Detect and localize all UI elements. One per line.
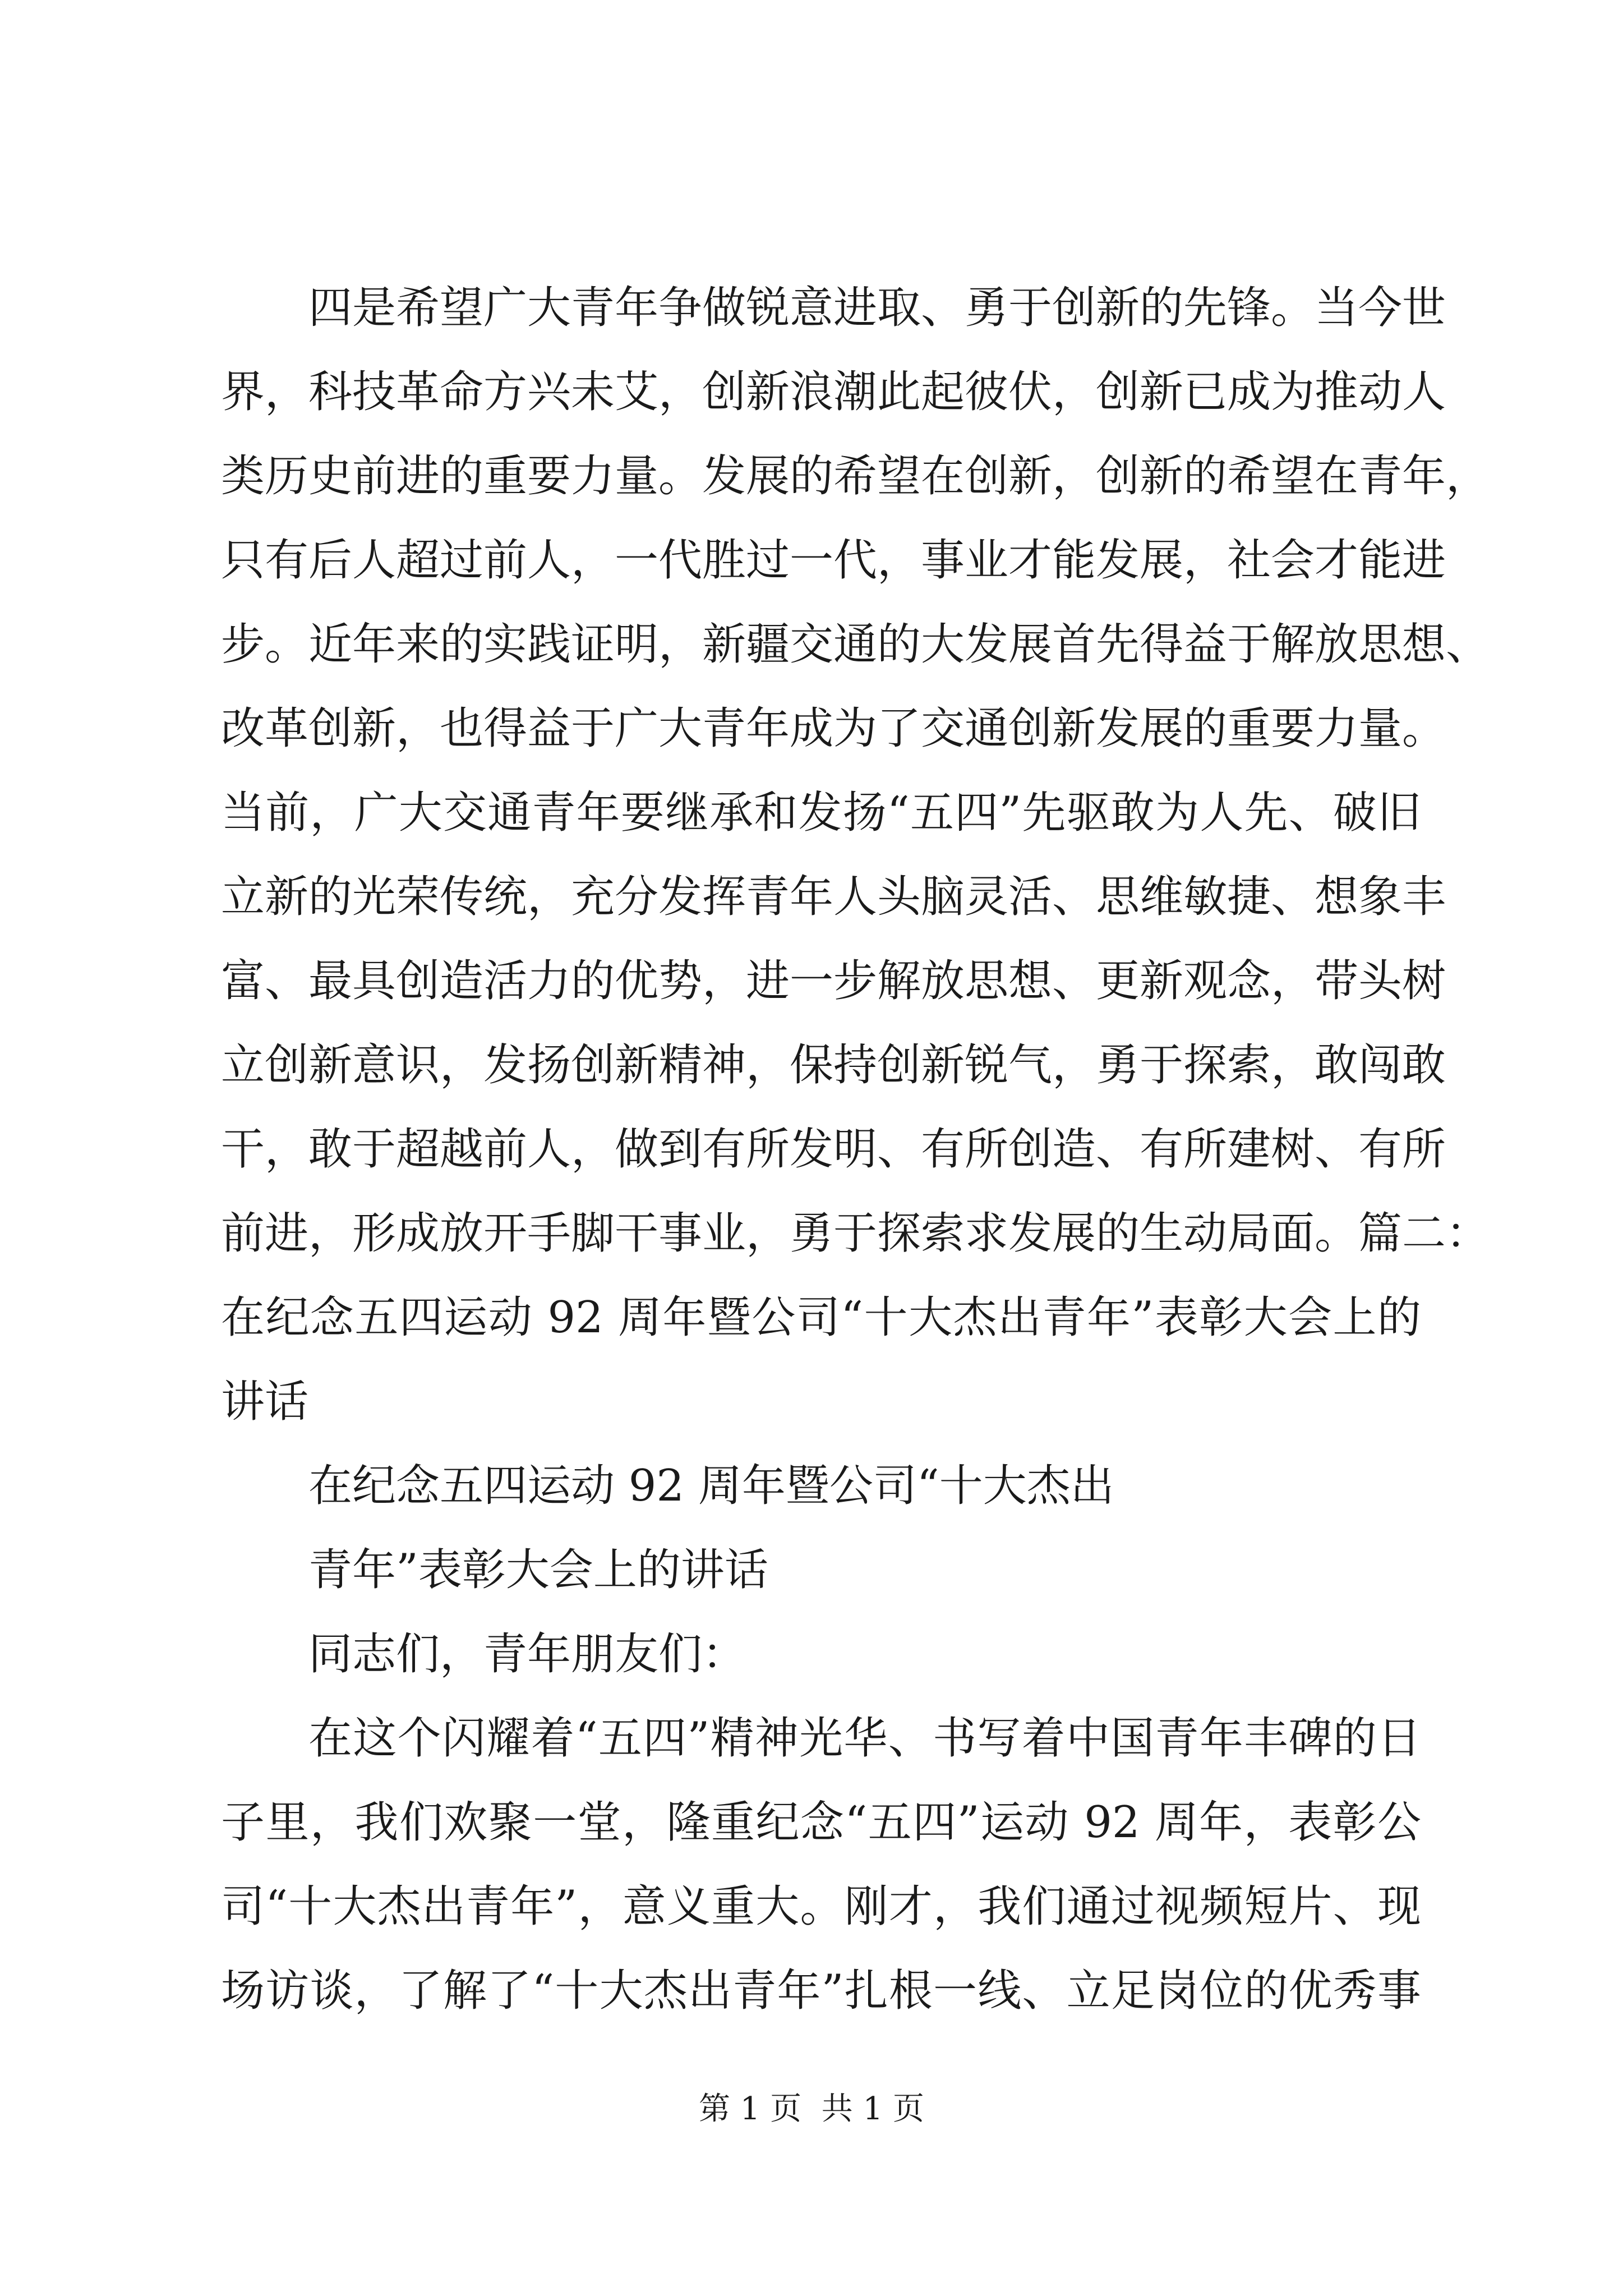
text-line: 类历史前进的重要力量。发展的希望在创新，创新的希望在青年，: [221, 451, 1490, 501]
text-line: 立创新意识，发扬创新精神，保持创新锐气，勇于探索，敢闯敢: [221, 1040, 1446, 1091]
text-line: 在这个闪耀着“五四”精神光华、书写着中国青年丰碑的日: [308, 1713, 1421, 1764]
text-line: 讲话: [221, 1377, 309, 1427]
page-number-footer: 第 1 页 共 1 页: [698, 2091, 925, 2127]
text-line: 干，敢于超越前人，做到有所发明、有所创造、有所建树、有所: [221, 1124, 1446, 1175]
text-line: 只有后人超过前人，一代胜过一代，事业才能发展，社会才能进: [221, 535, 1446, 586]
text-line: 司“十大杰出青年”，意义重大。刚才，我们通过视频短片、现: [221, 1881, 1421, 1932]
text-line: 前进，形成放开手脚干事业，勇于探索求发展的生动局面。篇二：: [221, 1208, 1490, 1259]
text-line: 步。近年来的实践证明，新疆交通的大发展首先得益于解放思想、: [221, 619, 1490, 670]
text-line: 四是希望广大青年争做锐意进取、勇于创新的先锋。当今世: [308, 283, 1446, 333]
text-line: 立新的光荣传统，充分发挥青年人头脑灵活、思维敏捷、想象丰: [221, 872, 1446, 922]
text-line: 场访谈，了解了“十大杰出青年”扎根一线、立足岗位的优秀事: [221, 1966, 1421, 2016]
text-line: 子里，我们欢聚一堂，隆重纪念“五四”运动 92 周年，表彰公: [221, 1797, 1421, 1848]
salutation: 同志们，青年朋友们：: [308, 1629, 746, 1680]
text-line: 界，科技革命方兴未艾，创新浪潮此起彼伏，创新已成为推动人: [221, 367, 1446, 417]
speech-title-line-1: 在纪念五四运动 92 周年暨公司“十大杰出: [308, 1461, 1114, 1511]
text-line: 当前，广大交通青年要继承和发扬“五四”先驱敢为人先、破旧: [221, 788, 1421, 838]
text-line: 改革创新，也得益于广大青年成为了交通创新发展的重要力量。: [221, 703, 1446, 754]
text-line: 富、最具创造活力的优势，进一步解放思想、更新观念，带头树: [221, 956, 1446, 1006]
text-line: 在纪念五四运动 92 周年暨公司“十大杰出青年”表彰大会上的: [221, 1292, 1421, 1343]
document-body: [221, 266, 1490, 2033]
speech-title-line-2: 青年”表彰大会上的讲话: [308, 1545, 768, 1595]
